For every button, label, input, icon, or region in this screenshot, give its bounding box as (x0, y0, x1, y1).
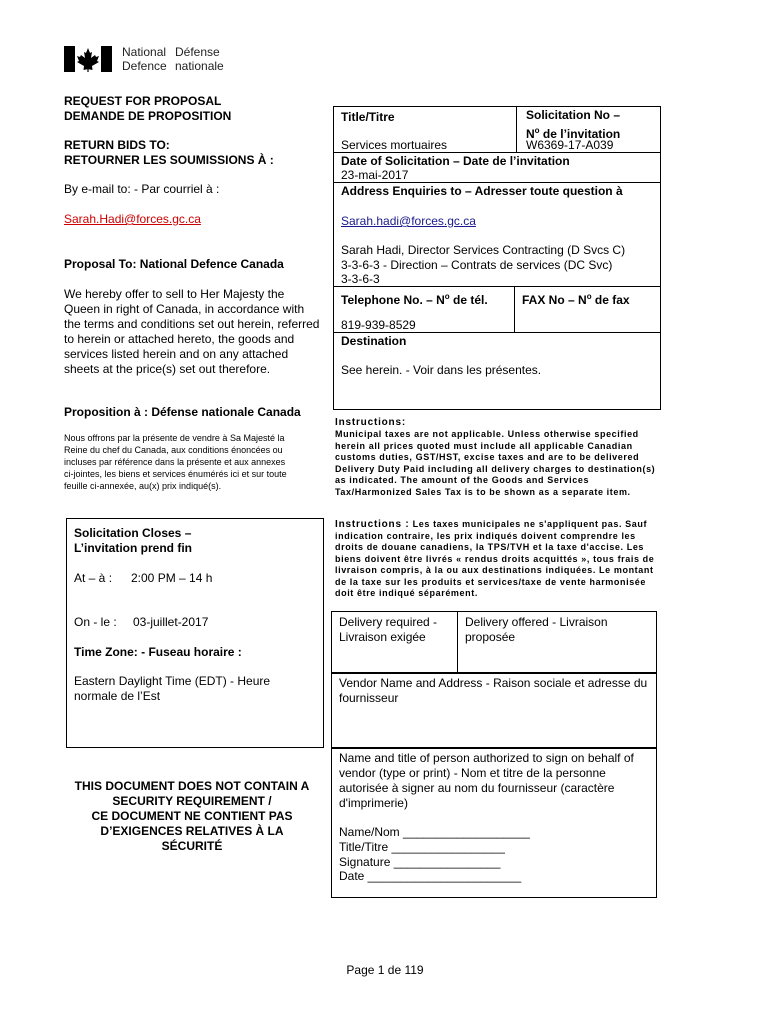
date-field[interactable]: Date _______________________ (339, 869, 522, 884)
instructions-fr: Instructions : Les taxes municipales ne s'appliquent pas. Sauf indication contraire, les prix indiqués doivent comprendre les droits de douane canadiens, la TPS/TVH et la taxe d'accise. Les biens doivent être livrés « rendus droits acquittés », tous frais de livraison compris, à la ou aux destinations indiquées. Le montant de la taxe sur les produits et services/taxe de vente harmonisée doit être indiqué séparément. (335, 519, 655, 598)
time-zone-label: Time Zone: - Fuseau horaire : (74, 645, 242, 659)
telephone-value: 819-939-8529 (341, 318, 416, 332)
name-field[interactable]: Name/Nom ___________________ (339, 825, 530, 839)
destination-value: See herein. - Voir dans les présentes. (341, 363, 542, 377)
solicitation-closes-heading: Solicitation Closes – L’invitation prend fin (74, 526, 192, 555)
signature-field[interactable]: Signature ________________ (339, 854, 501, 869)
department-name-en: National Defence (122, 45, 167, 73)
return-bids-heading: RETURN BIDS TO: RETOURNER LES SOUMISSIONS À : (64, 138, 274, 167)
enquiries-contact: Sarah Hadi, Director Services Contracting (D Svcs C) 3-3-6-3 - Direction – Contrats de services (DC Svc) 3-3-6-3 (341, 243, 626, 286)
title-field[interactable]: Title/Titre _________________ (339, 839, 505, 854)
closing-date-label: On - le : (74, 615, 117, 629)
delivery-offered: Delivery offered - Livraison proposée (465, 615, 608, 644)
closing-date-value: 03-juillet-2017 (133, 615, 209, 629)
destination-label: Destination (341, 334, 407, 348)
delivery-required: Delivery required - Livraison exigée (339, 615, 438, 644)
instructions-en: Instructions: Municipal taxes are not applicable. Unless otherwise specified herein all prices quoted must include all applicable Canadian customs duties, GST/HST, excise taxes and are to be delivered Delivery Duty Paid including all delivery charges to destination(s) as indicated. The amount of the Goods and Services Tax/Harmonized Sales Tax is to be shown as a separate item. (335, 417, 656, 497)
return-email-link[interactable]: Sarah.Hadi@forces.gc.ca (64, 212, 201, 226)
signer-label: Name and title of person authorized to sign on behalf of vendor (type or print) - Nom et titre de la personne autorisée à signer au nom du fournisseur (caractère d'imprimerie) (339, 751, 634, 810)
time-zone-value: Eastern Daylight Time (EDT) - Heure normale de l’Est (74, 674, 271, 703)
security-statement: THIS DOCUMENT DOES NOT CONTAIN A SECURITY REQUIREMENT / CE DOCUMENT NE CONTIENT PAS D’EXIGENCES RELATIVES À LA SÉCURITÉ (74, 779, 310, 853)
offer-text-en: We hereby offer to sell to Her Majesty the Queen in right of Canada, in accordance with the terms and conditions set out herein, referred to herein or attached hereto, the goods and services listed herein and on any attached sheets at the price(s) set out therefore. (64, 287, 320, 376)
closing-time-value: 2:00 PM – 14 h (131, 571, 213, 585)
offer-text-fr: Nous offrons par la présente de vendre à Sa Majesté la Reine du chef du Canada, aux conditions énoncées ou incluses par référence dans la présente et aux annexes ci-jointes, les biens et services énumérés ici et sur toute feuille ci-annexée, au(x) prix indiqué(s). (64, 433, 287, 491)
solicitation-date-value: 23-mai-2017 (341, 168, 409, 182)
email-label: By e-mail to: - Par courriel à : (64, 182, 220, 196)
canada-flag-icon (64, 46, 112, 72)
department-name-fr: Défense nationale (175, 45, 224, 73)
solicitation-number-value: W6369-17-A039 (526, 138, 614, 152)
closing-time-label: At – à : (74, 571, 113, 585)
solicitation-number-label: Solicitation No – $N^o$ de l’invitation (526, 108, 621, 141)
solicitation-date-label: Date of Solicitation – Date de l’invitation (341, 154, 570, 168)
government-logo (64, 46, 112, 72)
rfp-heading: REQUEST FOR PROPOSAL DEMANDE DE PROPOSITION (64, 94, 232, 123)
page-number: Page 1 de 119 (346, 963, 424, 977)
signer-fields (339, 825, 530, 884)
address-enquiries-label: Address Enquiries to – Adresser toute question à (341, 184, 623, 198)
enquiries-email-link[interactable]: Sarah.hadi@forces.gc.ca (341, 214, 476, 228)
proposal-to: Proposal To: National Defence Canada (64, 257, 284, 271)
title-value: Services mortuaires (341, 138, 448, 152)
proposition-heading: Proposition à : Défense nationale Canada (64, 405, 301, 419)
title-label: Title/Titre (341, 110, 395, 124)
vendor-label: Vendor Name and Address - Raison sociale et adresse du fournisseur (339, 676, 648, 705)
telephone-label: Telephone No. – $N^o$ de tél. (341, 292, 488, 307)
fax-label: FAX No – $N^o$ de fax (522, 292, 630, 307)
